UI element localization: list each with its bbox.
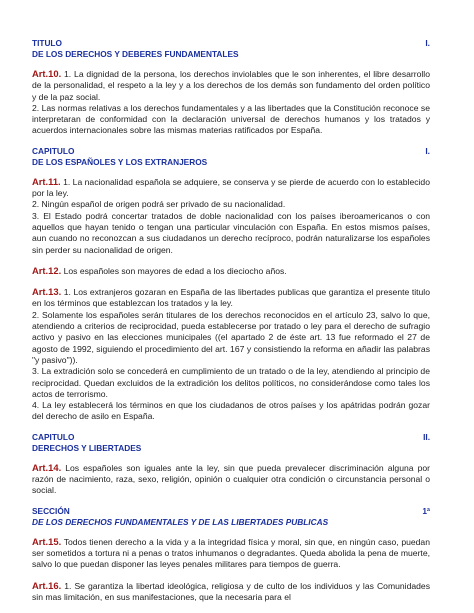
seccion-heading	[32, 506, 430, 528]
capitulo-2-label: CAPITULO	[32, 431, 75, 442]
article-16-label: Art.16.	[32, 579, 62, 591]
titulo-heading	[32, 38, 430, 60]
capitulo-1-label: CAPITULO	[32, 145, 75, 156]
titulo-label: TITULO	[32, 38, 62, 48]
article-14	[32, 462, 430, 497]
article-11	[32, 176, 430, 256]
article-10-paragraph-2: 2. Las normas relativas a los derechos fundamentales y a las libertades que la Constitución reconoce se interpretaran de conformidad con la declaración universal de derechos humanos y los tratados y acuerdos internacionales sobre las mismas materias ratificados por España.	[32, 102, 430, 136]
article-10-paragraph-1: 1. La dignidad de la persona, los derechos inviolables que le son inherentes, el libre desarrollo de la personalidad, el respeto a la ley y a los derechos de los demás son fundamento del orden político y de la paz social.	[32, 69, 430, 102]
article-13-paragraph-4: 4. La ley establecerá los términos en que los ciudadanos de otros países y los apátridas podrán gozar del derecho de asilo en España.	[32, 400, 430, 422]
capitulo-2-heading	[32, 432, 430, 454]
article-12-text: Los españoles son mayores de edad a los dieciocho años.	[63, 265, 287, 276]
article-11-paragraph-3: 3. El Estado podrá concertar tratados de doble nacionalidad con los países iberoamericanos o con aquellos que hayan tenido o tengan una particular vinculación con España. En estos mismos países, aun cuando no reconozcan a sus ciudadanos un derecho recíproco, podrán naturalizarse los españoles sin perder su nacionalidad de origen.	[32, 210, 430, 255]
article-13-label: Art.13.	[32, 286, 62, 298]
article-11-label: Art.11.	[32, 175, 61, 187]
capitulo-2-title: DERECHOS Y LIBERTADES	[32, 442, 142, 453]
article-13	[32, 286, 430, 423]
article-15	[32, 536, 430, 571]
article-13-paragraph-2: 2. Solamente los españoles serán titulares de los derechos reconocidos en el artículo 23, salvo lo que, atendiendo a criterios de reciprocidad, pueda establecerse por tratado o ley para el derecho de sufragio activo y pasivo en las elecciones municipales ((el apartado 2 de éste art. 13 fue reformado el 27 de agosto de 1992, siguiendo el procedimiento del art. 167 y consistiendo la reforma en añadir las palabras "y pasivo")).	[32, 309, 430, 365]
article-15-text: Todos tienen derecho a la vida y a la integridad física y moral, sin que, en ningún caso, puedan ser sometidos a tortura ni a penas o tratos inhumanos o degradantes. Queda abolida la pena de muerte, salvo lo que puedan disponer las leyes penales militares para tiempos de guerra.	[32, 536, 430, 570]
article-16	[32, 580, 430, 604]
capitulo-1-number: I.	[425, 145, 430, 156]
titulo-title: DE LOS DERECHOS Y DEBERES FUNDAMENTALES	[32, 49, 239, 59]
article-13-paragraph-1: 1. Los extranjeros gozaran en España de las libertades publicas que garantiza el presente titulo en los términos que establezcan los tratados y la ley.	[32, 287, 430, 309]
article-10	[32, 68, 430, 137]
article-13-paragraph-3: 3. La extradición solo se concederá en cumplimiento de un tratado o de la ley, atendiendo al principio de reciprocidad. Quedan excluidos de la extradición los delitos políticos, no considerándose como tales los actos de terrorismo.	[32, 366, 430, 399]
titulo-number: I.	[425, 38, 430, 48]
article-14-label: Art.14.	[32, 461, 62, 473]
article-11-paragraph-2: 2. Ningún español de origen podrá ser privado de su nacionalidad.	[32, 199, 286, 210]
article-12-label: Art.12.	[32, 264, 62, 276]
capitulo-1-title: DE LOS ESPAÑOLES Y LOS EXTRANJEROS	[32, 156, 208, 167]
article-14-text: Los españoles son iguales ante la ley, sin que pueda prevalecer discriminación alguna por razón de nacimiento, raza, sexo, religión, opinión o cualquier otra condición o circunstancia personal o social.	[32, 462, 430, 496]
article-10-label: Art.10.	[32, 68, 62, 79]
seccion-title: DE LOS DERECHOS FUNDAMENTALES Y DE LAS LIBERTADES PUBLICAS	[32, 516, 329, 527]
capitulo-1-heading	[32, 146, 430, 168]
article-12	[32, 265, 430, 277]
capitulo-2-number: II.	[423, 431, 430, 442]
article-11-paragraph-1: 1. La nacionalidad española se adquiere, se conserva y se pierde de acuerdo con lo establecido por la ley.	[32, 176, 430, 199]
seccion-label: SECCIÓN	[32, 505, 70, 516]
article-16-text: 1. Se garantiza la libertad ideológica, religiosa y de culto de los individuos y las Comunidades sin mas limitación, en sus manifestaciones, que la necesaria para el	[32, 580, 430, 602]
article-15-label: Art.15.	[32, 535, 62, 547]
seccion-number: 1ª	[422, 505, 430, 516]
